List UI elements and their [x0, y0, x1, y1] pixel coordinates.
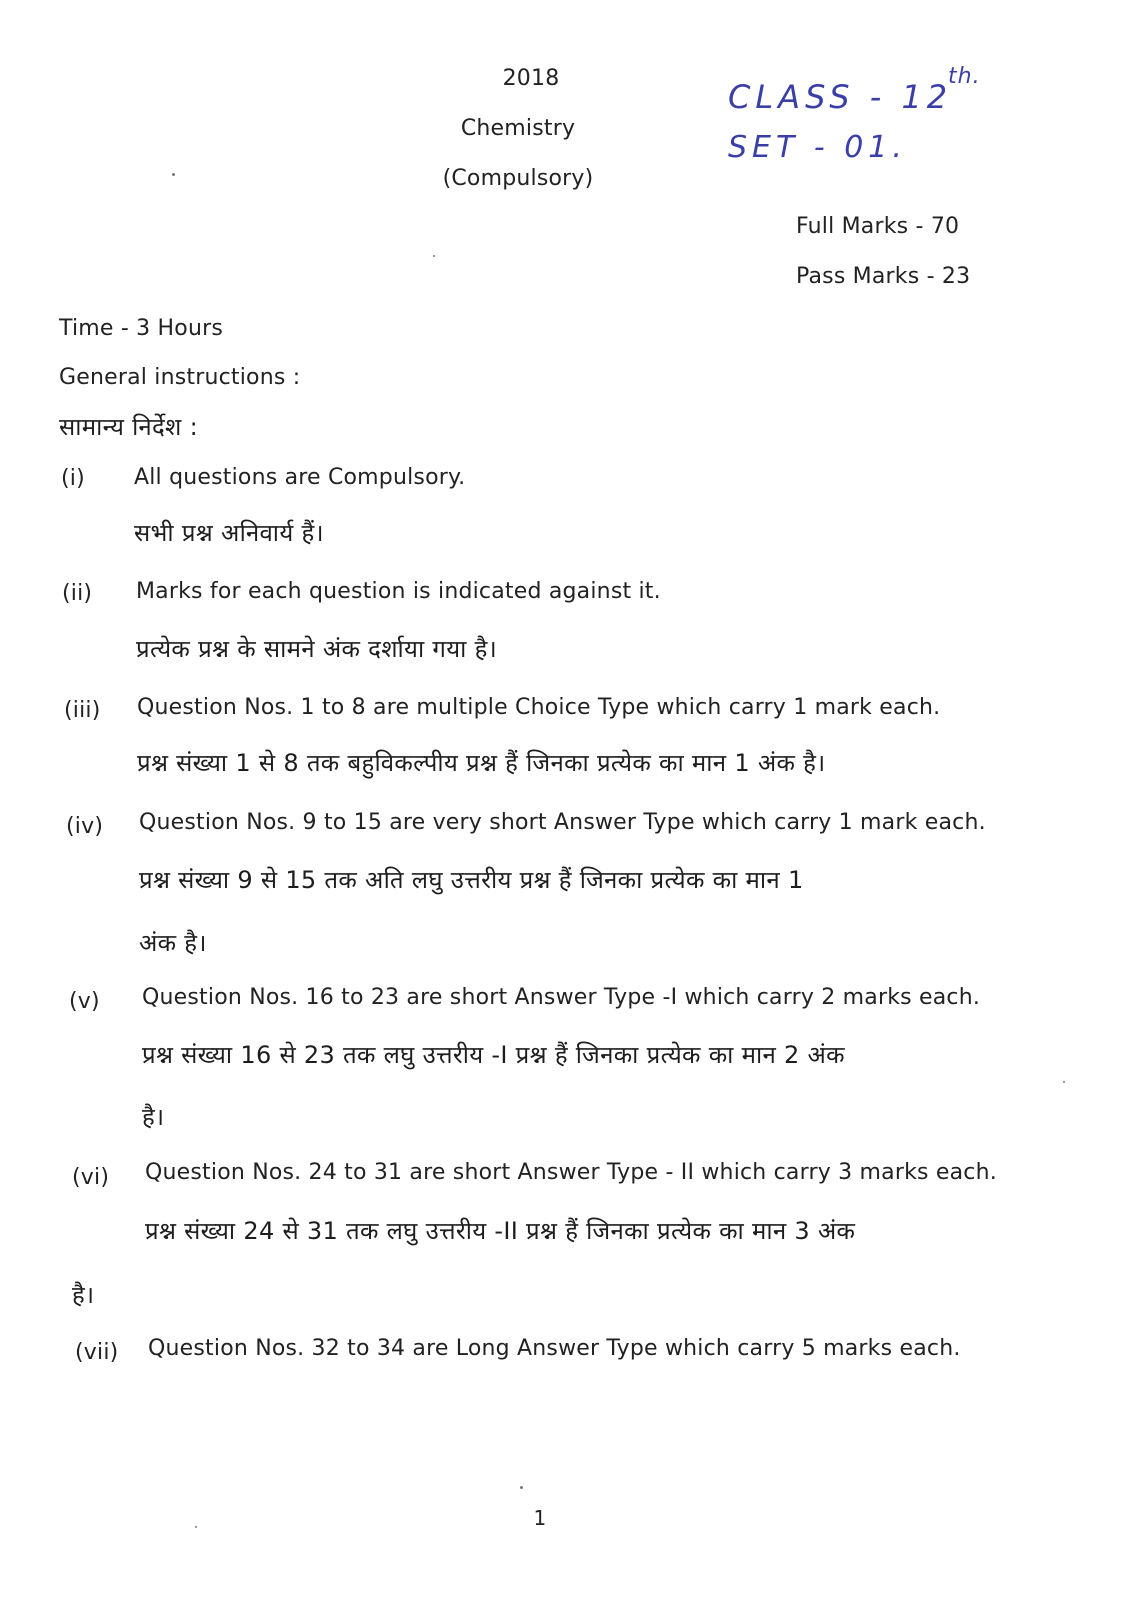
instruction-text-hi-continued: है। [72, 1281, 95, 1309]
instruction-text-hi: प्रश्न संख्या 16 से 23 तक लघु उत्तरीय -I प्रश्न हैं जिनका प्रत्येक का मान 2 अंक [142, 1041, 845, 1069]
instruction-text-en: Question Nos. 24 to 31 are short Answer Type - II which carry 3 marks each. [145, 1160, 997, 1185]
scan-speck [172, 173, 175, 176]
exam-year: 2018 [502, 66, 560, 91]
instruction-text-en: Question Nos. 1 to 8 are multiple Choice Type which carry 1 mark each. [137, 695, 941, 720]
scan-speck [1063, 1081, 1065, 1083]
instruction-number: (ii) [62, 581, 93, 606]
handwritten-class: CLASS - 12 [728, 78, 953, 116]
handwritten-class-suffix: th. [948, 64, 981, 89]
instruction-text-en: All questions are Compulsory. [134, 465, 466, 490]
scan-speck [195, 1526, 197, 1528]
full-marks: Full Marks - 70 [796, 214, 960, 239]
instruction-number: (iv) [66, 814, 104, 839]
instruction-text-en: Question Nos. 9 to 15 are very short Answer Type which carry 1 mark each. [139, 810, 986, 835]
handwritten-set: SET - 01. [728, 130, 907, 165]
scan-speck [520, 1486, 523, 1489]
instructions-heading-hi: सामान्य निर्देश : [59, 413, 198, 441]
subject-type: (Compulsory) [442, 166, 594, 191]
instruction-number: (i) [61, 466, 85, 491]
instruction-number: (iii) [64, 698, 101, 723]
subject-title: Chemistry [460, 116, 576, 141]
instruction-text-hi: प्रश्न संख्या 9 से 15 तक अति लघु उत्तरीय प्रश्न हैं जिनका प्रत्येक का मान 1 [139, 866, 804, 894]
instruction-text-en: Question Nos. 32 to 34 are Long Answer Type which carry 5 marks each. [148, 1336, 961, 1361]
pass-marks: Pass Marks - 23 [796, 264, 971, 289]
instruction-number: (v) [69, 989, 100, 1014]
instruction-text-en: Marks for each question is indicated against it. [136, 579, 661, 604]
instruction-text-hi: प्रश्न संख्या 1 से 8 तक बहुविकल्पीय प्रश्न हैं जिनका प्रत्येक का मान 1 अंक है। [137, 749, 826, 777]
page-number: 1 [533, 1506, 547, 1530]
instruction-text-hi-continued: है। [142, 1103, 165, 1131]
instruction-text-hi: प्रश्न संख्या 24 से 31 तक लघु उत्तरीय -II प्रश्न हैं जिनका प्रत्येक का मान 3 अंक [145, 1217, 856, 1245]
instruction-number: (vi) [72, 1165, 110, 1190]
instruction-number: (vii) [75, 1340, 119, 1365]
instruction-text-hi: सभी प्रश्न अनिवार्य हैं। [134, 519, 324, 547]
instruction-text-hi-continued: अंक है। [139, 929, 207, 957]
instruction-text-en: Question Nos. 16 to 23 are short Answer Type -I which carry 2 marks each. [142, 985, 981, 1010]
scan-speck [433, 255, 435, 257]
instructions-heading-en: General instructions : [59, 365, 301, 390]
instruction-text-hi: प्रत्येक प्रश्न के सामने अंक दर्शाया गया है। [136, 635, 498, 663]
exam-time: Time - 3 Hours [59, 316, 224, 341]
